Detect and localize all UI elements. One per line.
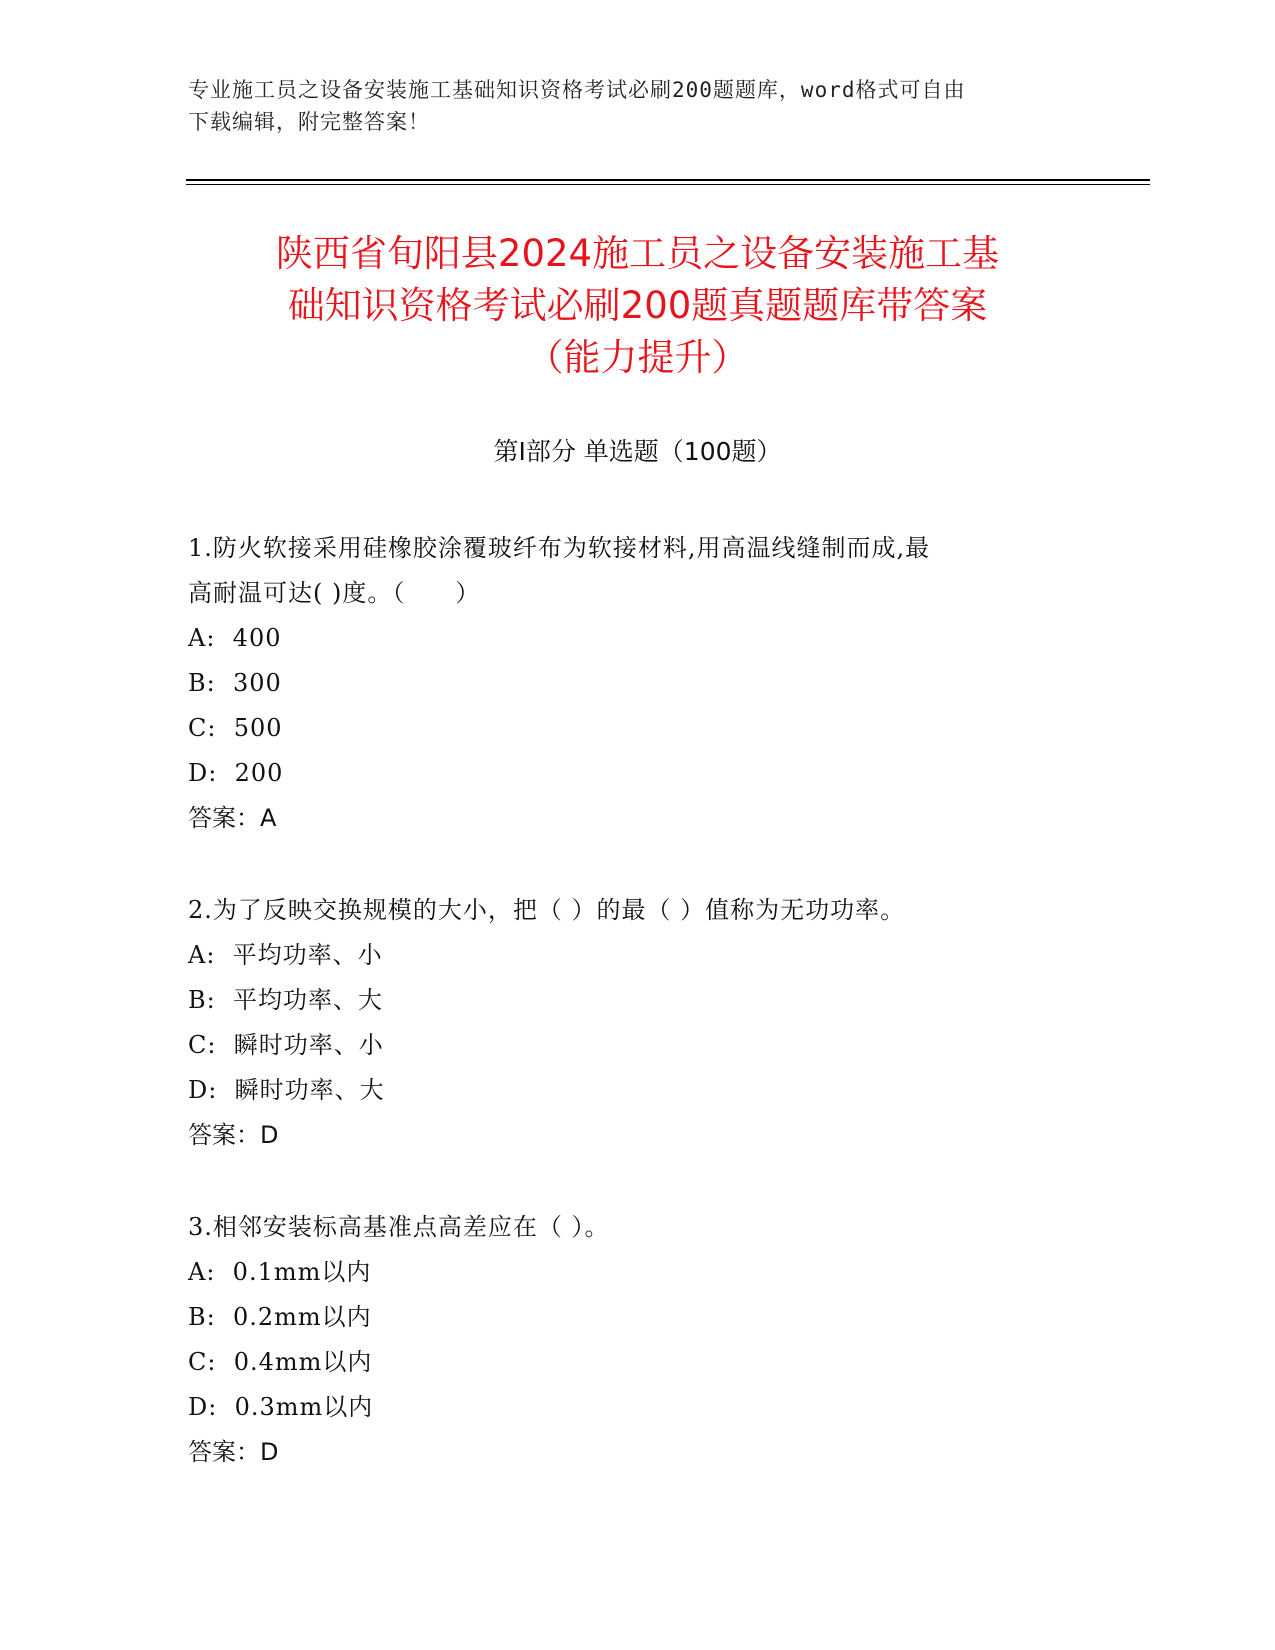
option-b: B: 300 [188, 669, 282, 697]
question-3 [188, 1205, 1088, 1475]
question-1 [188, 526, 1088, 841]
option-b: B: 0.2mm以内 [188, 1303, 372, 1331]
answer-line: 答案：D [188, 1121, 279, 1149]
header-note-line-2: 下载编辑，附完整答案！ [188, 110, 430, 134]
header-divider-thick [186, 179, 1150, 181]
option-d: D: 200 [188, 759, 284, 787]
document-title-line-3: （能力提升） [526, 336, 749, 379]
question-spacer [188, 1158, 1088, 1205]
question-stem-line-2: 高耐温可达( )度。（ ） [188, 579, 481, 607]
question-spacer [188, 841, 1088, 888]
document-title [150, 228, 1125, 384]
option-d: D: 0.3mm以内 [188, 1393, 374, 1421]
option-a: A: 0.1mm以内 [188, 1258, 372, 1286]
option-c: C: 500 [188, 714, 283, 742]
section-heading: 第Ⅰ部分 单选题（100题） [493, 437, 782, 466]
option-a: A: 平均功率、小 [188, 941, 383, 969]
question-list [188, 526, 1088, 1475]
option-d: D: 瞬时功率、大 [188, 1076, 385, 1104]
answer-line: 答案：D [188, 1438, 279, 1466]
header-divider-thin [186, 184, 1150, 185]
option-c: C: 0.4mm以内 [188, 1348, 373, 1376]
question-2 [188, 888, 1088, 1158]
answer-line: 答案：A [188, 804, 277, 832]
question-stem-line-1: 1.防火软接采用硅橡胶涂覆玻纤布为软接材料,用高温线缝制而成,最 [188, 534, 931, 562]
question-stem-line-1: 3.相邻安装标高基准点高差应在（ ）。 [188, 1213, 610, 1241]
document-title-line-2: 础知识资格考试必刷200题真题题库带答案 [287, 284, 988, 327]
header-note-line-1: 专业施工员之设备安装施工基础知识资格考试必刷200题题库，word格式可自由 [188, 78, 966, 102]
question-stem-line-1: 2.为了反映交换规模的大小，把（ ）的最（ ）值称为无功功率。 [188, 896, 906, 924]
document-title-line-1: 陕西省旬阳县2024施工员之设备安装施工基 [275, 232, 1000, 275]
option-c: C: 瞬时功率、小 [188, 1031, 384, 1059]
option-a: A: 400 [188, 624, 282, 652]
option-b: B: 平均功率、大 [188, 986, 383, 1014]
header-note [188, 74, 1068, 138]
